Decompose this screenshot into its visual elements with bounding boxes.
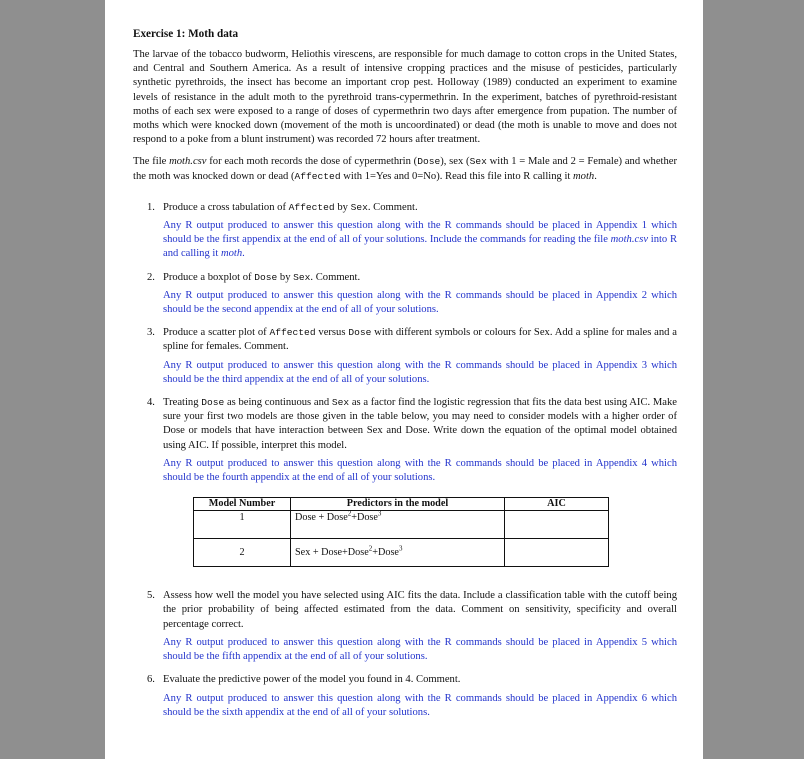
question-text — [163, 201, 677, 215]
question-number: 1. — [147, 201, 155, 213]
text-run: . — [594, 170, 597, 182]
appendix-note: Any R output produced to answer this question along with the R commands should be placed in Appendix 2 which should be the second appendix at the end of all of your solutions. — [163, 289, 677, 316]
text-run: . — [242, 248, 245, 260]
question-item — [133, 673, 677, 720]
table-row — [194, 539, 609, 567]
question-text: Evaluate the predictive power of the model you found in 4. Comment. — [163, 674, 461, 686]
appendix-note: Any R output produced to answer this question along with the R commands should be placed in Appendix 3 which should be the third appendix at the end of all of your solutions. — [163, 359, 677, 385]
question-text — [163, 396, 677, 453]
document-page — [105, 0, 703, 759]
text-run: Produce a scatter plot of — [163, 327, 270, 339]
variable-name: Dose — [201, 397, 225, 409]
table-header-row — [194, 498, 609, 511]
variable-name: Sex — [469, 156, 487, 168]
appendix-note: Any R output produced to answer this question along with the R commands should be placed in Appendix 6 which should be the sixth appendix at the end of all of your solutions. — [163, 692, 677, 718]
text-run: by — [334, 201, 351, 213]
text-run: Any R output produced to answer this question along with the R commands should be placed in Appendix 1 which should be the first appendix at the end of all of your solutions. Include the commands for reading the file — [163, 220, 677, 246]
text-run: with 1 = Male and 2 = Female) and whether the moth was knocked down or dead ( — [133, 156, 677, 182]
text-run: . Comment. — [310, 271, 361, 283]
predictors-cell — [291, 539, 505, 567]
text-run: as being continuous and — [224, 397, 332, 409]
file-name: moth.csv — [610, 234, 649, 246]
dataset-name: moth — [573, 170, 595, 182]
question-item — [133, 271, 677, 318]
text-run: with different symbols or colours for Sex. Add a spline for males and a spline for females. Comment. — [163, 327, 678, 353]
superscript: 3 — [377, 509, 382, 518]
table-row — [194, 511, 609, 539]
model-table — [193, 497, 609, 567]
file-name: moth.csv — [169, 156, 207, 168]
question-item — [133, 396, 677, 567]
question-text: Assess how well the model you have selected using AIC fits the data. Include a classification table with the cutoff being the prior probability of being affected estimated from the data. Comment on sensitivity, specificity and overall percentage correct. — [163, 590, 677, 630]
variable-name: Affected — [294, 170, 341, 182]
variable-name: Sex — [293, 271, 311, 283]
model-number-cell: 1 — [194, 511, 291, 539]
superscript: 2 — [368, 544, 373, 553]
text-run: . Comment. — [367, 201, 418, 213]
variable-name: Dose — [254, 271, 278, 283]
question-number: 5. — [147, 590, 155, 602]
aic-cell — [505, 539, 609, 567]
question-text — [163, 271, 677, 285]
text-run: Produce a boxplot of — [163, 271, 255, 283]
text-run: versus — [315, 327, 349, 339]
variable-name: Sex — [331, 397, 350, 409]
question-number: 3. — [147, 327, 155, 339]
predictors-cell — [291, 511, 505, 539]
file-description-paragraph — [133, 155, 677, 183]
text-run: +Dose — [351, 512, 378, 524]
aic-cell — [505, 511, 609, 539]
intro-paragraph: The larvae of the tobacco budworm, Heliothis virescens, are responsible for much damage to cotton crops in the United States, and Central and Southern America. As a result of intensive cropping practices and the misuse of pesticides, particularly synthetic pyrethroids, the insect has become an important crop pest. Holloway (1989) conducted an experiment to examine levels of resistance in the adult moth to the pyrethroid trans-cypermethrin. In the experiment, batches of pyrethroid-resistant moths of each sex were exposed to a range of doses of cypermethrin two days after emergence from pupation. The number of moths which were knocked down (movement of the moth is uncoordinated) or dead (the moth is unable to move and does not respond to a poke from a blunt instrument) was recorded 72 hours after treatment. — [133, 49, 677, 146]
text-run: Sex + Dose+Dose — [295, 547, 369, 559]
dataset-name: moth — [220, 248, 243, 260]
variable-name: Sex — [350, 201, 368, 213]
variable-name: Affected — [269, 327, 316, 339]
exercise-title: Exercise 1: Moth data — [133, 28, 239, 40]
question-number: 2. — [147, 271, 155, 283]
question-list — [133, 201, 677, 720]
appendix-note: Any R output produced to answer this question along with the R commands should be placed in Appendix 5 which should be the fifth appendix at the end of all of your solutions. — [163, 636, 677, 663]
model-number-cell: 2 — [194, 539, 291, 567]
text-run: by — [277, 271, 294, 283]
question-item — [133, 201, 677, 262]
question-item — [133, 589, 677, 664]
text-run: with 1=Yes and 0=No). Read this file into R calling it — [340, 170, 574, 182]
text-run: Treating — [163, 397, 202, 409]
text-run: ), sex ( — [440, 156, 470, 168]
column-header: AIC — [505, 498, 609, 511]
text-run: The file — [133, 156, 170, 168]
superscript: 3 — [398, 544, 403, 553]
question-number: 4. — [147, 397, 155, 409]
question-item — [133, 326, 677, 387]
text-run: as a factor find the logistic regression that fits the data best using AIC. Make sure your first two models are those given in the table below, you may need to consider models with a higher order of Dose or models that have interaction between Sex and Dose. Write down the equation of the optimal model obtained using AIC. If possible, interpret this model. — [163, 397, 677, 451]
document-content — [133, 27, 677, 729]
text-run: for each moth records the dose of cypermethrin ( — [206, 156, 418, 168]
question-number: 6. — [147, 674, 155, 686]
text-run: Produce a cross tabulation of — [163, 201, 289, 213]
question-text — [163, 326, 677, 354]
text-run: into R and calling it — [163, 234, 678, 260]
variable-name: Dose — [348, 327, 372, 339]
superscript: 2 — [347, 509, 352, 518]
column-header: Predictors in the model — [291, 498, 505, 511]
appendix-note: Any R output produced to answer this question along with the R commands should be placed in Appendix 4 which should be the fourth appendix at the end of all of your solutions. — [163, 457, 677, 484]
column-header: Model Number — [194, 498, 291, 511]
text-run: Dose + Dose — [295, 512, 348, 524]
variable-name: Dose — [417, 156, 441, 168]
text-run: +Dose — [372, 547, 399, 559]
variable-name: Affected — [288, 201, 335, 213]
appendix-note — [163, 219, 677, 262]
